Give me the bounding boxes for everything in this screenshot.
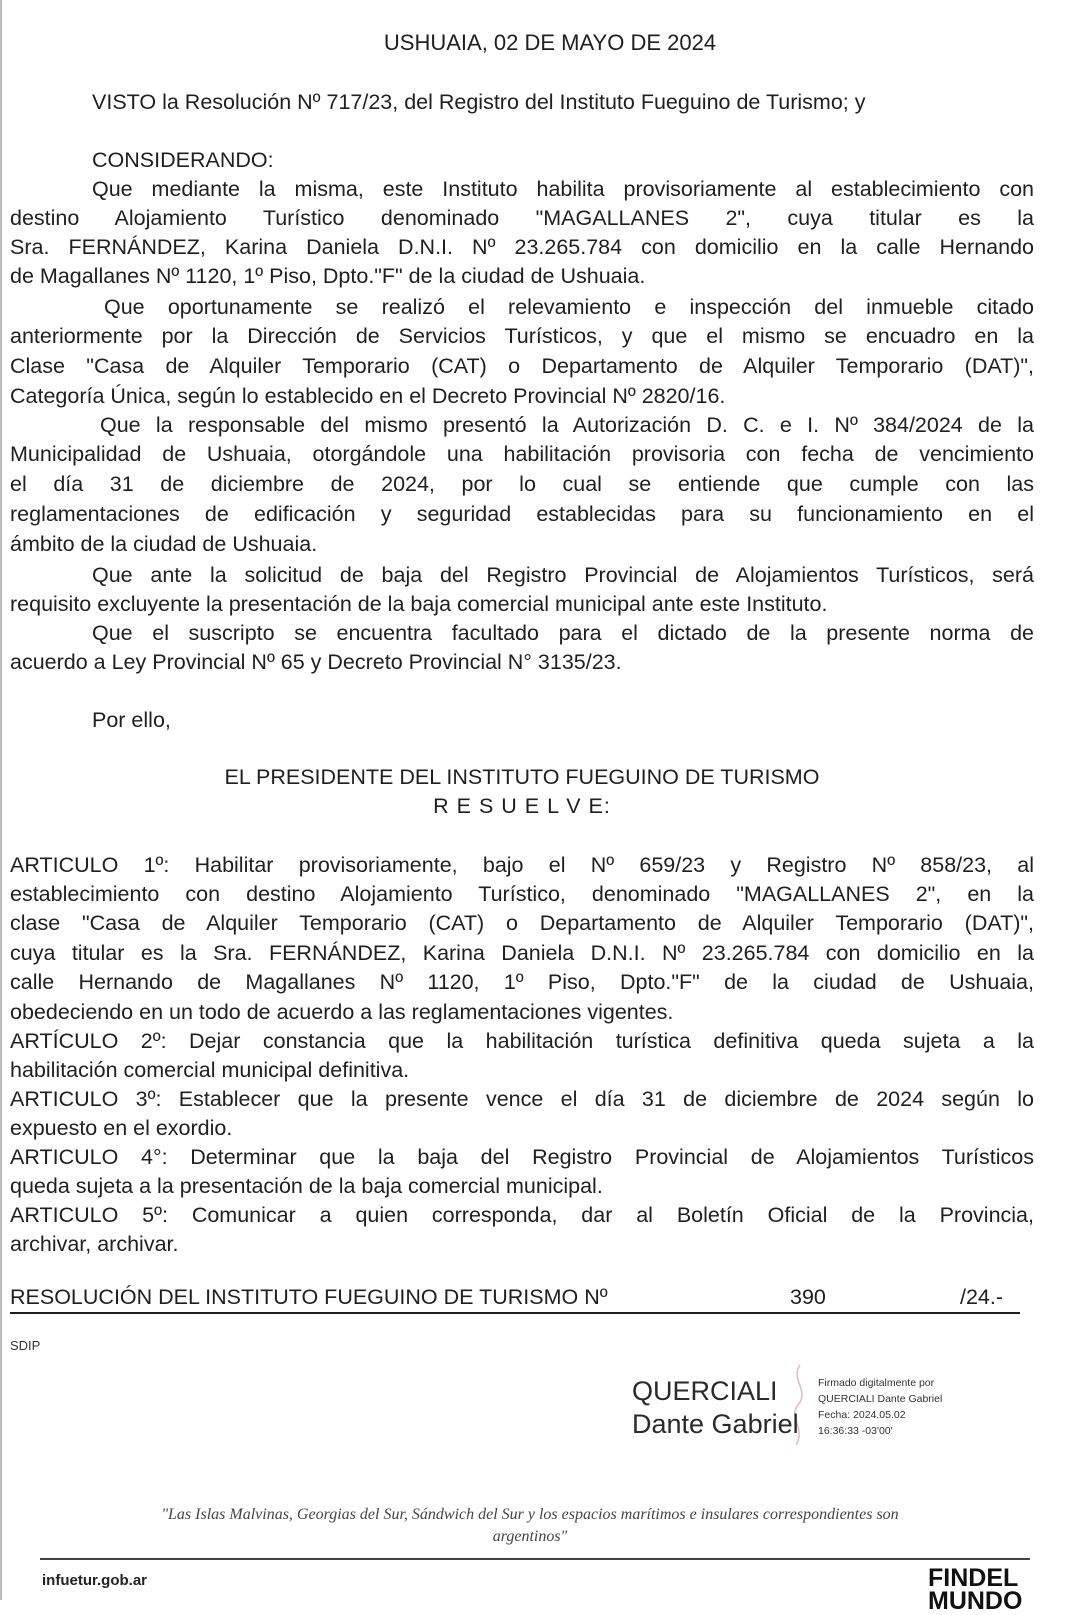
stamp-line: Firmado digitalmente por bbox=[818, 1377, 935, 1389]
paragraph-line: Que la responsable del mismo presentó la Autorización D. C. e I. Nº 384/2024 de la bbox=[100, 413, 1034, 437]
resolution-number: 390 bbox=[790, 1285, 826, 1309]
article-line: queda sujeta a la presentación de la baja comercial municipal. bbox=[10, 1174, 603, 1198]
article-line: archivar, archivar. bbox=[10, 1232, 179, 1256]
article-line: obedeciendo en un todo de acuerdo a las reglamentaciones vigentes. bbox=[10, 1000, 674, 1024]
resolution-label: RESOLUCIÓN DEL INSTITUTO FUEGUINO DE TURISMO Nº bbox=[10, 1285, 608, 1309]
visto-paragraph: VISTO la Resolución Nº 717/23, del Registro del Instituto Fueguino de Turismo; y bbox=[92, 90, 866, 114]
paragraph-line: destino Alojamiento Turístico denominado "MAGALLANES 2", cuya titular es la bbox=[10, 206, 1034, 230]
paragraph-line: anteriormente por la Dirección de Servicios Turísticos, y que el mismo se encuadro en la bbox=[10, 324, 1034, 348]
article-line: ARTICULO 3º: Establecer que la presente vence el día 31 de diciembre de 2024 según lo bbox=[10, 1087, 1034, 1111]
author-initials: SDIP bbox=[10, 1338, 41, 1353]
paragraph-line: Sra. FERNÁNDEZ, Karina Daniela D.N.I. Nº 23.265.784 con domicilio en la calle Hernando bbox=[10, 235, 1034, 259]
website-link[interactable]: infuetur.gob.ar bbox=[42, 1572, 147, 1589]
paragraph-line: Municipalidad de Ushuaia, otorgándole una habilitación provisoria con fecha de vencimiento bbox=[10, 442, 1034, 466]
paragraph-line: Que el suscripto se encuentra facultado para el dictado de la presente norma de bbox=[92, 621, 1034, 645]
paragraph-line: de Magallanes Nº 1120, 1º Piso, Dpto."F" de la ciudad de Ushuaia. bbox=[10, 264, 646, 288]
article-line: clase "Casa de Alquiler Temporario (CAT) o Departamento de Alquiler Temporario (DAT)", bbox=[10, 911, 1034, 935]
paragraph-line: Clase "Casa de Alquiler Temporario (CAT) o Departamento de Alquiler Temporario (DAT)", bbox=[10, 354, 1034, 378]
paragraph-line: reglamentaciones de edificación y seguridad establecidas para su funcionamiento en el bbox=[10, 502, 1034, 526]
article-line: ARTICULO 1º: Habilitar provisoriamente, bajo el Nº 659/23 y Registro Nº 858/23, al bbox=[10, 853, 1034, 877]
considerando-label: CONSIDERANDO: bbox=[92, 148, 274, 172]
stamp-line: 16:36:33 -03'00' bbox=[818, 1425, 893, 1437]
motto-line: argentinos" bbox=[492, 1528, 568, 1545]
watermark-logo bbox=[928, 1564, 1023, 1615]
signature-name-given: Dante Gabriel bbox=[632, 1409, 799, 1439]
resuelve-heading: R E S U E L V E: bbox=[433, 794, 611, 818]
article-line: ARTÍCULO 2º: Dejar constancia que la habilitación turística definitiva queda sujeta a la bbox=[10, 1029, 1034, 1053]
resolution-year: /24.- bbox=[960, 1285, 1004, 1309]
paragraph-line: acuerdo a Ley Provincial Nº 65 y Decreto Provincial N° 3135/23. bbox=[10, 650, 622, 674]
signature-name-surname: QUERCIALI bbox=[632, 1376, 778, 1406]
article-line: habilitación comercial municipal definitiva. bbox=[10, 1058, 410, 1082]
watermark-line: FINDEL bbox=[928, 1564, 1019, 1592]
paragraph-line: Que oportunamente se realizó el relevamiento e inspección del inmueble citado bbox=[104, 295, 1034, 319]
footer-divider bbox=[40, 1558, 1030, 1560]
paragraph-line: Que mediante la misma, este Instituto habilita provisoriamente al establecimiento con bbox=[92, 177, 1034, 201]
paragraph-line: Que ante la solicitud de baja del Registro Provincial de Alojamientos Turísticos, será bbox=[92, 563, 1034, 587]
paragraph-line: ámbito de la ciudad de Ushuaia. bbox=[10, 532, 318, 556]
article-line: cuya titular es la Sra. FERNÁNDEZ, Karina Daniela D.N.I. Nº 23.265.784 con domicilio en la bbox=[10, 941, 1034, 965]
article-line: expuesto en el exordio. bbox=[10, 1116, 233, 1140]
por-ello: Por ello, bbox=[92, 708, 171, 732]
stamp-line: Fecha: 2024.05.02 bbox=[818, 1409, 906, 1421]
digital-signature-stamp bbox=[818, 1375, 942, 1439]
document-date: USHUAIA, 02 DE MAYO DE 2024 bbox=[383, 30, 717, 55]
article-line: establecimiento con destino Alojamiento Turístico, denominado "MAGALLANES 2", en la bbox=[10, 882, 1034, 906]
malvinas-motto bbox=[30, 1504, 1030, 1548]
resolution-number-line bbox=[10, 1282, 1020, 1314]
article-line: ARTICULO 4°: Determinar que la baja del Registro Provincial de Alojamientos Turísticos bbox=[10, 1145, 1034, 1169]
paragraph-line: el día 31 de diciembre de 2024, por lo cual se entiende que cumple con las bbox=[10, 472, 1034, 496]
paragraph-line: Categoría Única, según lo establecido en el Decreto Provincial Nº 2820/16. bbox=[10, 384, 726, 408]
motto-line: "Las Islas Malvinas, Georgias del Sur, Sándwich del Sur y los espacios marítimos e insulares correspondientes son bbox=[161, 1506, 899, 1523]
president-heading: EL PRESIDENTE DEL INSTITUTO FUEGUINO DE TURISMO bbox=[224, 765, 820, 789]
stamp-line: QUERCIALI Dante Gabriel bbox=[818, 1393, 943, 1405]
article-line: calle Hernando de Magallanes Nº 1120, 1º Piso, Dpto."F" de la ciudad de Ushuaia, bbox=[10, 970, 1034, 994]
article-line: ARTICULO 5º: Comunicar a quien corresponda, dar al Boletín Oficial de la Provincia, bbox=[10, 1203, 1034, 1227]
watermark-line: MUNDO bbox=[928, 1587, 1023, 1615]
paragraph-line: requisito excluyente la presentación de la baja comercial municipal ante este Instituto. bbox=[10, 592, 828, 616]
